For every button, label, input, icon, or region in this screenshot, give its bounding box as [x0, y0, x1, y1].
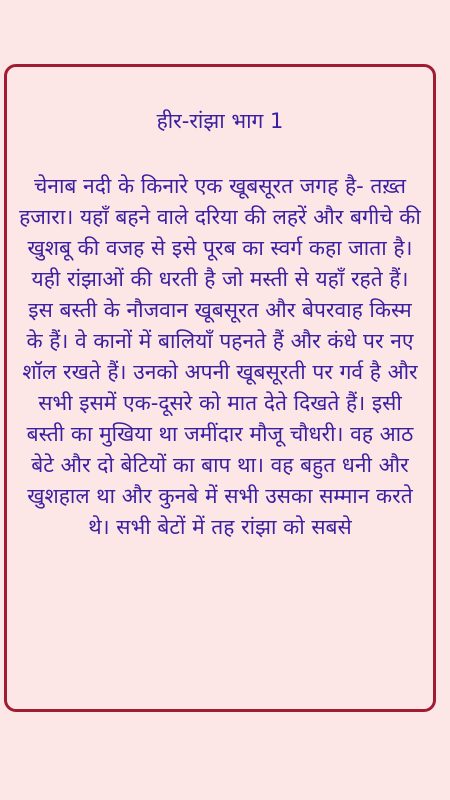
story-title: हीर-रांझा भाग 1: [156, 109, 284, 133]
story-text[interactable]: चेनाब नदी के किनारे एक खूबसूरत जगह है- तख़्त हजारा। यहाँ बहने वाले दरिया की लहरें और बगीचे की खुशबू की वजह से इसे पूरब का स्वर्ग कहा जाता है। यही रांझाओं की धरती है जो मस्ती से यहाँ रहते हैं। इस बस्ती के नौजवान खूबसूरत और बेपरवाह किस्म के हैं। वे कानों में बालियाँ पहनते हैं और कंधे पर नए शॉल रखते हैं। उनको अपनी खूबसूरती पर गर्व है और सभी इसमें एक-दूसरे को मात देते दिखते हैं। इसी बस्ती का मुखिया था जमींदार मौजू चौधरी। वह आठ बेटे और दो बेटियों का बाप था। वह बहुत धनी और खुशहाल था और कुनबे में सभी उसका सम्मान करते थे। सभी बेटों में तह रांझा को सबसे: [19, 174, 421, 539]
story-card: [4, 64, 436, 712]
